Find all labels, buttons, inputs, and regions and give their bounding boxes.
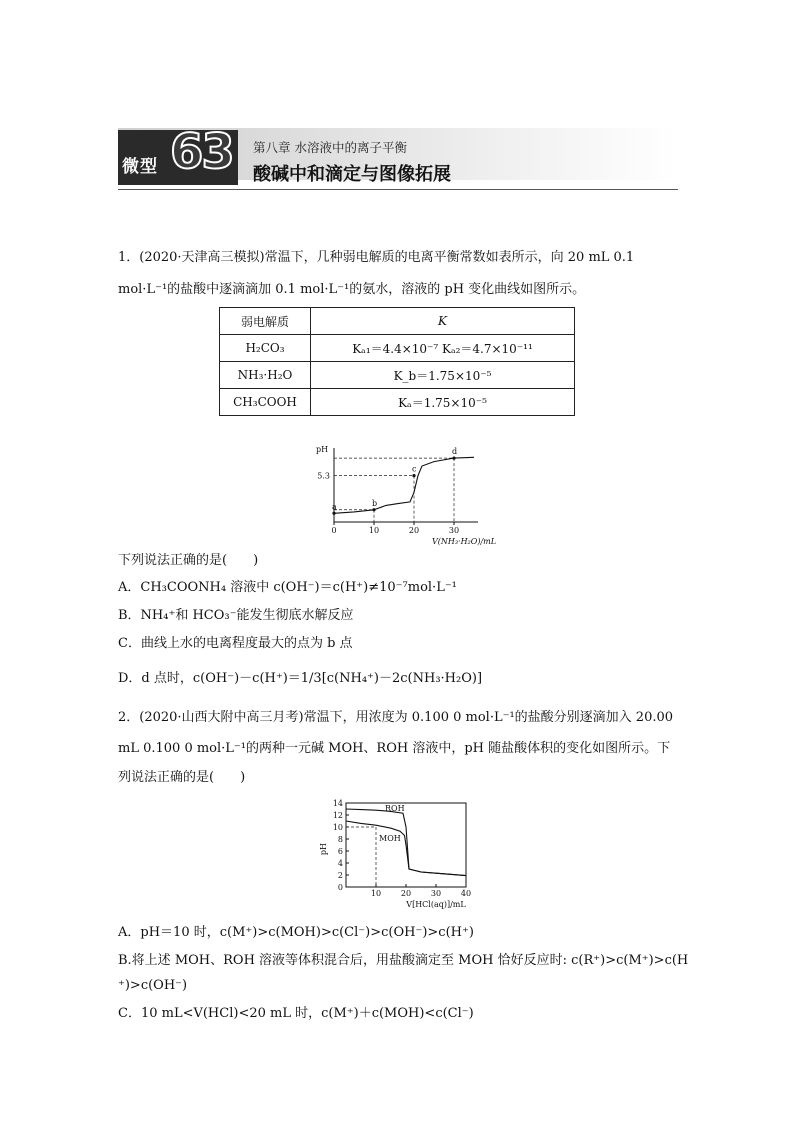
table-cell: Kₐ＝1.75×10⁻⁵ [311, 389, 575, 416]
x-tick-label: 20 [408, 526, 420, 535]
table-header-row [220, 308, 575, 335]
table-cell: CH₃COOH [220, 389, 311, 416]
q1-option-c: C．曲线上水的电离程度最大的点为 b 点 [118, 636, 353, 651]
table-cell: K_b＝1.75×10⁻⁵ [311, 362, 575, 389]
q2-option-b: B.将上述 MOH、ROH 溶液等体积混合后，用盐酸滴定至 MOH 恰好反应时: c(R⁺)>c(M⁺)>c(H [118, 953, 689, 968]
x-tick-label: 30 [430, 889, 442, 898]
point-c [412, 474, 415, 477]
x-tick-label: 40 [460, 889, 472, 898]
badge-number: 63 [170, 124, 233, 180]
y-tick-label: 2 [337, 871, 343, 880]
point-label: b [372, 498, 378, 508]
series-label: ROH [385, 804, 405, 813]
x-tick-label: 10 [368, 526, 380, 535]
point-d [452, 457, 455, 460]
x-tick-label: 30 [448, 526, 460, 535]
y-axis-label: pH [316, 445, 329, 454]
badge-prefix: 微型 [122, 157, 158, 177]
point-label: c [412, 464, 417, 474]
table-row [220, 362, 575, 389]
q1-option-a: A．CH₃COONH₄ 溶液中 c(OH⁻)＝c(H⁺)≠10⁻⁷mol·L⁻¹ [118, 580, 457, 595]
ph-curve [334, 457, 474, 513]
x-tick-label: 10 [370, 889, 382, 898]
point-label: d [452, 447, 458, 457]
x-tick-label: 0 [331, 526, 337, 535]
q2-option-c: C．10 mL<V(HCl)<20 mL 时，c(M⁺)＋c(MOH)<c(Cl⁻) [118, 1006, 474, 1021]
point-b [372, 508, 375, 511]
y-tick-label: 12 [332, 811, 343, 820]
y-tick-label: 8 [337, 835, 343, 844]
table-cell: Kₐ₁＝4.4×10⁻⁷ Kₐ₂＝4.7×10⁻¹¹ [311, 335, 575, 362]
titration-chart-1 [310, 444, 497, 546]
q2-stem-line2: mL 0.100 0 mol·L⁻¹的两种一元碱 MOH、ROH 溶液中，pH 随盐酸体积的变化如图所示。下 [118, 741, 671, 756]
x-axis-label: V[HCl(aq)]/mL [406, 900, 466, 909]
y-tick-label: 5.3 [317, 471, 330, 481]
y-tick-label: 14 [332, 799, 343, 808]
q1-stem-line1: 1．(2020·天津高三模拟)常温下，几种弱电解质的电离平衡常数如表所示，向 20 mL 0.1 [118, 250, 635, 265]
table-cell: H₂CO₃ [220, 335, 311, 362]
q1-option-d: D．d 点时，c(OH⁻)－c(H⁺)＝1/3[c(NH₄⁺)－2c(NH₃·H₂O)] [118, 671, 483, 686]
q1-stem-line2: mol·L⁻¹的盐酸中逐滴滴加 0.1 mol·L⁻¹的氨水，溶液的 pH 变化曲线如图所示。 [118, 282, 586, 297]
table-header: K [311, 308, 575, 335]
q2-stem-line1: 2．(2020·山西大附中高三月考)常温下，用浓度为 0.100 0 mol·L⁻¹的盐酸分别逐滴加入 20.00 [118, 710, 674, 725]
y-tick-label: 6 [337, 847, 343, 856]
header-divider [118, 189, 678, 190]
series-label: MOH [379, 834, 401, 843]
q1-prompt: 下列说法正确的是( ) [118, 553, 259, 568]
constants-table [219, 307, 575, 416]
table-row [220, 335, 575, 362]
point-label: a [332, 502, 337, 512]
table-row [220, 389, 575, 416]
table-header: 弱电解质 [220, 308, 311, 335]
q2-stem-line3: 列说法正确的是( ) [118, 770, 246, 785]
x-tick-label: 20 [400, 889, 412, 898]
q2-option-b-cont: ⁺)>c(OH⁻) [118, 978, 188, 993]
y-tick-label: 4 [337, 859, 343, 868]
x-axis-label: V(NH₃·H₂O)/mL [431, 537, 497, 546]
y-axis-label: pH [319, 842, 328, 856]
chapter-title: 第八章 水溶液中的离子平衡 [253, 140, 407, 155]
topic-title: 酸碱中和滴定与图像拓展 [253, 164, 451, 185]
y-tick-label: 10 [332, 823, 343, 832]
point-a [332, 512, 335, 515]
q1-option-b: B．NH₄⁺和 HCO₃⁻能发生彻底水解反应 [118, 608, 354, 623]
titration-chart-2 [318, 797, 478, 915]
q2-option-a: A．pH＝10 时，c(M⁺)>c(MOH)>c(Cl⁻)>c(OH⁻)>c(H⁺) [118, 925, 474, 940]
table-cell: NH₃·H₂O [220, 362, 311, 389]
y-tick-label: 0 [337, 883, 343, 892]
